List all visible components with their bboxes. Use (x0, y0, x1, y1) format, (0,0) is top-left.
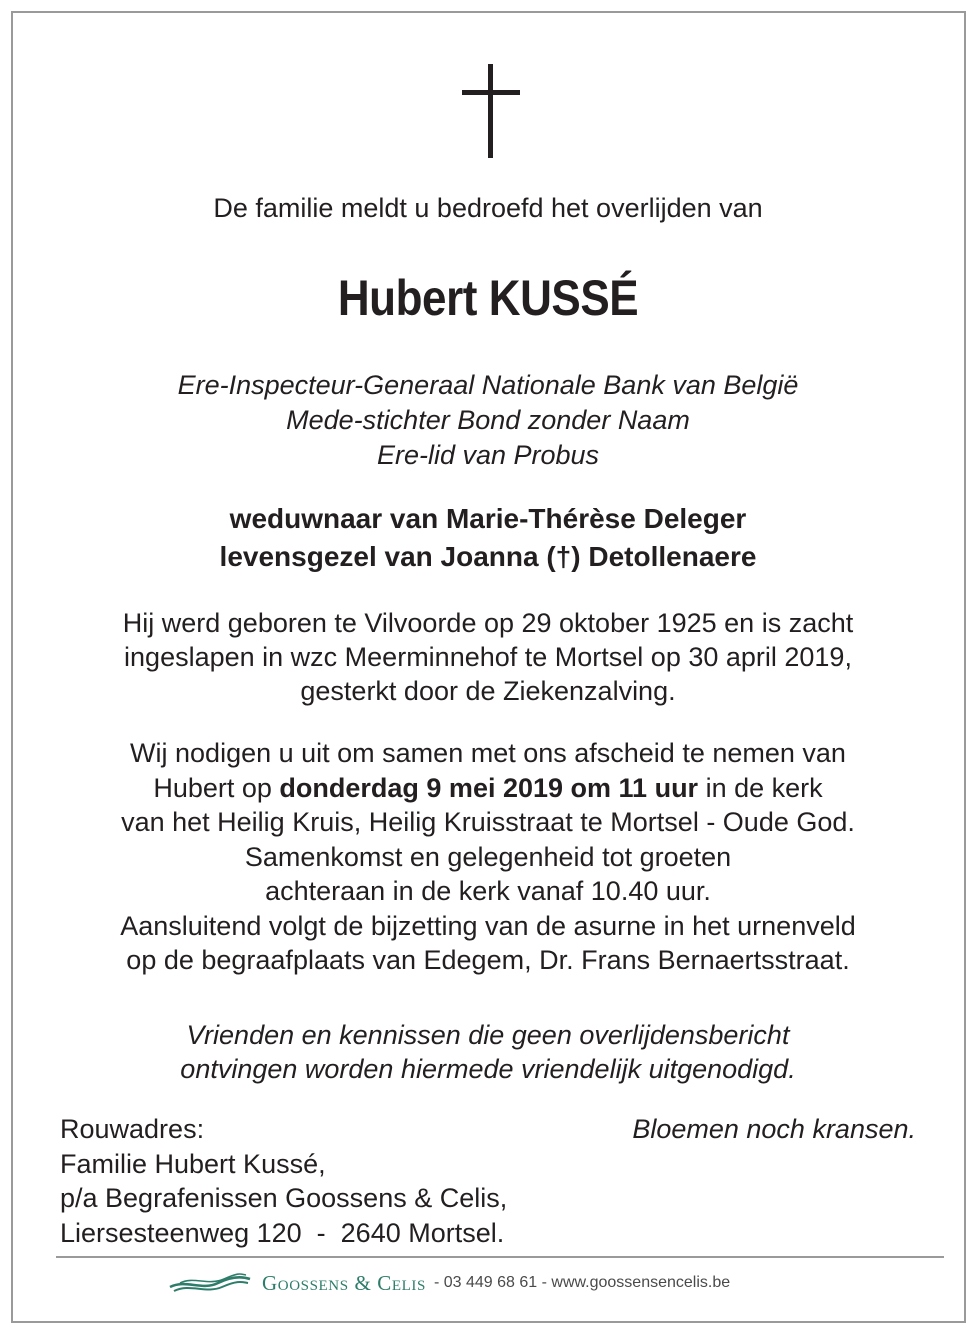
family-relations (0, 500, 976, 576)
ceremony-line: achteraan in de kerk vanaf 10.40 uur. (265, 876, 711, 906)
ceremony-line: van het Heilig Kruis, Heilig Kruisstraat te Mortsel - Oude God. (121, 807, 855, 837)
invitation-line: ontvingen worden hiermede vriendelijk uitgenodigd. (180, 1054, 796, 1084)
intro-text: De familie meldt u bedroefd het overlijden van (213, 193, 763, 223)
title-line: Mede-stichter Bond zonder Naam (286, 405, 690, 435)
ceremony-line: op de begraafplaats van Edegem, Dr. Frans Bernaertsstraat. (126, 945, 850, 975)
bio-line: gesterkt door de Ziekenzalving. (300, 676, 676, 706)
bio-line: ingeslapen in wzc Meerminnehof te Mortsel op 30 april 2019, (124, 642, 852, 672)
ceremony-date: donderdag 9 mei 2019 om 11 uur (279, 772, 699, 803)
invitation-line: Vrienden en kennissen die geen overlijdensbericht (186, 1020, 790, 1050)
address-line: Rouwadres: (60, 1114, 205, 1144)
ceremony-details (0, 736, 976, 978)
bio-line: Hij werd geboren te Vilvoorde op 29 oktober 1925 en is zacht (122, 608, 854, 638)
footer-divider (56, 1256, 944, 1258)
mourning-address (60, 1112, 507, 1250)
title-line: Ere-lid van Probus (376, 440, 600, 470)
ceremony-text: Hubert op (153, 772, 280, 803)
title-line: Ere-Inspecteur-Generaal Nationale Bank van België (177, 370, 799, 400)
brand-name: Goossens & Celis (262, 1270, 426, 1295)
ceremony-line (0, 771, 976, 806)
contact-info: - 03 449 68 61 - www.goossensencelis.be (433, 1274, 731, 1291)
cross-icon (462, 64, 520, 160)
relation-line: weduwnaar van Marie-Thérèse Deleger (229, 503, 747, 534)
address-line: p/a Begrafenissen Goossens & Celis, (60, 1183, 508, 1213)
flowers-note: Bloemen noch kransen. (632, 1114, 916, 1144)
ceremony-line: Wij nodigen u uit om samen met ons afscheid te nemen van (130, 738, 846, 768)
biography (0, 606, 976, 708)
footer (168, 1268, 730, 1298)
ceremony-text: in de kerk (698, 772, 823, 803)
ceremony-line: Samenkomst en gelegenheid tot groeten (244, 841, 732, 872)
honorary-titles (0, 368, 976, 473)
address-line: Liersesteenweg 120 - 2640 Mortsel. (60, 1217, 505, 1248)
deceased-name: Hubert KUSSÉ (337, 270, 639, 326)
relation-line: levensgezel van Joanna (†) Detollenaere (219, 541, 757, 572)
invitation-note (0, 1018, 976, 1086)
address-line: Familie Hubert Kussé, (60, 1148, 326, 1179)
ceremony-line: Aansluitend volgt de bijzetting van de asurne in het urnenveld (120, 910, 856, 941)
wave-icon (168, 1271, 252, 1295)
